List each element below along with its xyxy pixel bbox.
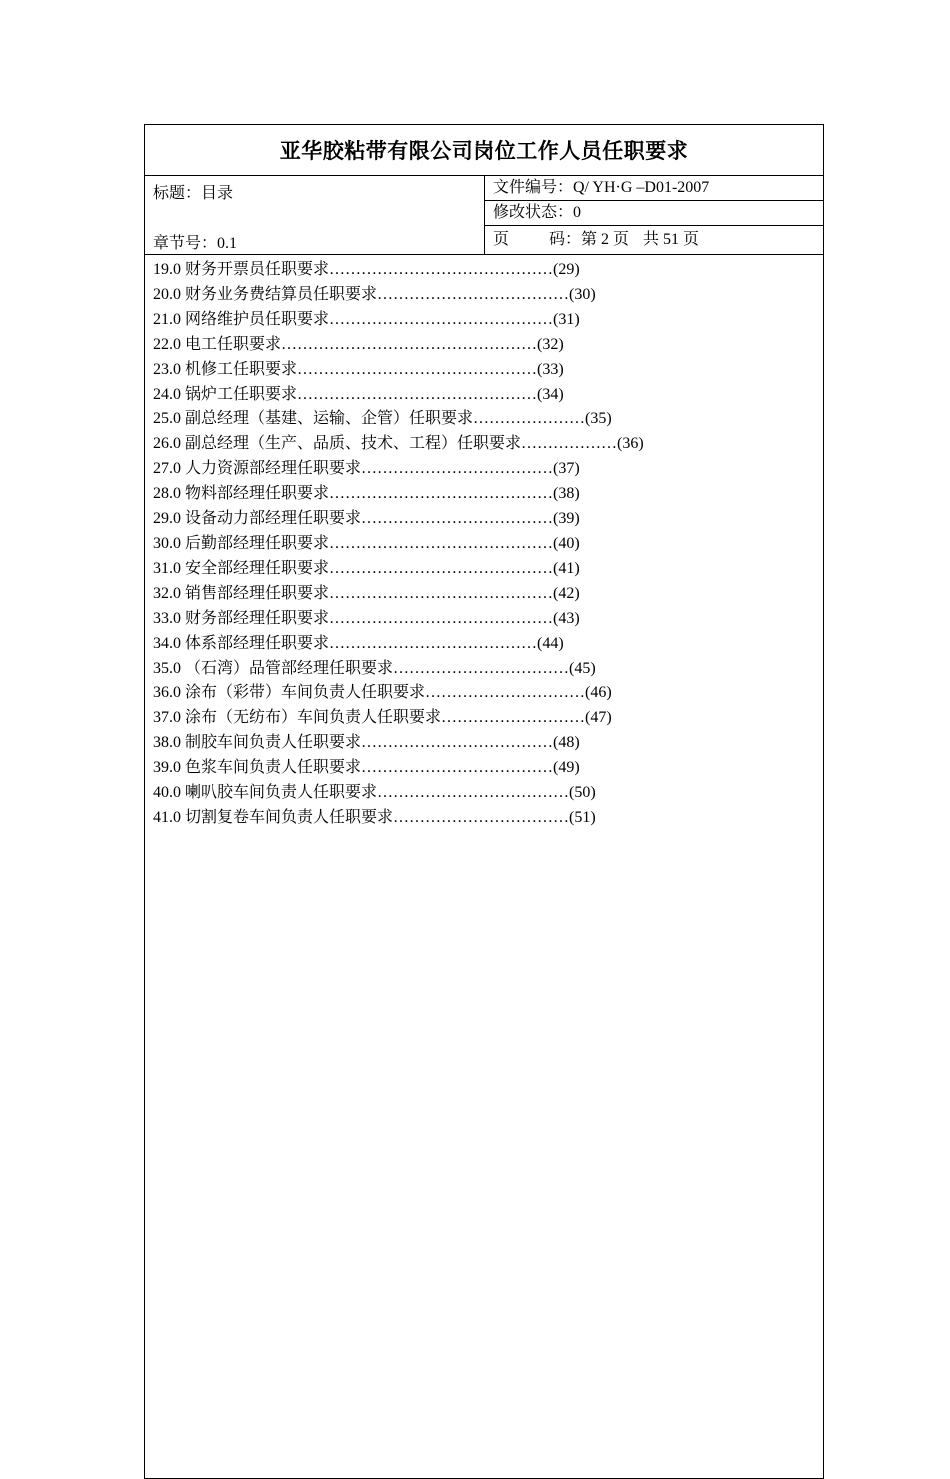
header-table <box>145 176 823 255</box>
page-number: 码：第 2 页 <box>549 231 630 248</box>
document-frame <box>144 124 824 1479</box>
document-title: 亚华胶粘带有限公司岗位工作人员任职要求 <box>145 125 823 176</box>
toc-entry: 22.0 电工任职要求…………………………………………(32) <box>153 335 564 353</box>
toc-entry: 26.0 副总经理（生产、品质、技术、工程）任职要求………………(36) <box>153 435 644 453</box>
toc-entry: 23.0 机修工任职要求………………………………………(33) <box>153 360 564 378</box>
toc-entry: 34.0 体系部经理任职要求…………………………………(44) <box>153 634 564 652</box>
toc-entry: 36.0 涂布（彩带）车间负责人任职要求…………………………(46) <box>153 684 612 702</box>
toc-entry: 20.0 财务业务费结算员任职要求………………………………(30) <box>153 285 596 303</box>
toc-entry: 29.0 设备动力部经理任职要求………………………………(39) <box>153 510 580 528</box>
subject-label: 标题：目录 <box>153 185 234 202</box>
toc-entry: 41.0 切割复卷车间负责人任职要求……………………………(51) <box>153 808 596 826</box>
chapter-label: 章节号：0.1 <box>153 235 238 252</box>
toc-entry: 39.0 色浆车间负责人任职要求………………………………(49) <box>153 759 580 777</box>
toc-entry: 38.0 制胶车间负责人任职要求………………………………(48) <box>153 734 580 752</box>
toc-entry: 40.0 喇叭胶车间负责人任职要求………………………………(50) <box>153 784 596 802</box>
toc-entry: 25.0 副总经理（基建、运输、企管）任职要求…………………(35) <box>153 410 612 428</box>
toc-entry: 30.0 后勤部经理任职要求……………………………………(40) <box>153 534 580 552</box>
toc-entry: 19.0 财务开票员任职要求……………………………………(29) <box>153 261 580 278</box>
toc-entry: 28.0 物料部经理任职要求……………………………………(38) <box>153 485 580 503</box>
table-of-contents <box>153 258 815 831</box>
toc-entry: 32.0 销售部经理任职要求……………………………………(42) <box>153 584 580 602</box>
toc-entry: 27.0 人力资源部经理任职要求………………………………(37) <box>153 460 580 478</box>
doc-number: 文件编号：Q/ YH·G –D01-2007 <box>485 176 823 201</box>
header-right-column <box>485 176 823 254</box>
page-label: 页 <box>493 231 510 248</box>
page-total: 共 51 页 <box>643 231 700 248</box>
toc-entry: 33.0 财务部经理任职要求……………………………………(43) <box>153 609 580 627</box>
toc-entry: 31.0 安全部经理任职要求……………………………………(41) <box>153 559 580 577</box>
toc-entry: 37.0 涂布（无纺布）车间负责人任职要求………………………(47) <box>153 709 612 727</box>
toc-entry: 24.0 锅炉工任职要求………………………………………(34) <box>153 385 564 403</box>
toc-entry: 35.0 （石湾）品管部经理任职要求……………………………(45) <box>153 659 596 677</box>
page-info <box>485 226 823 255</box>
toc-entry: 21.0 网络维护员任职要求……………………………………(31) <box>153 310 580 328</box>
revision-status: 修改状态：0 <box>485 201 823 226</box>
